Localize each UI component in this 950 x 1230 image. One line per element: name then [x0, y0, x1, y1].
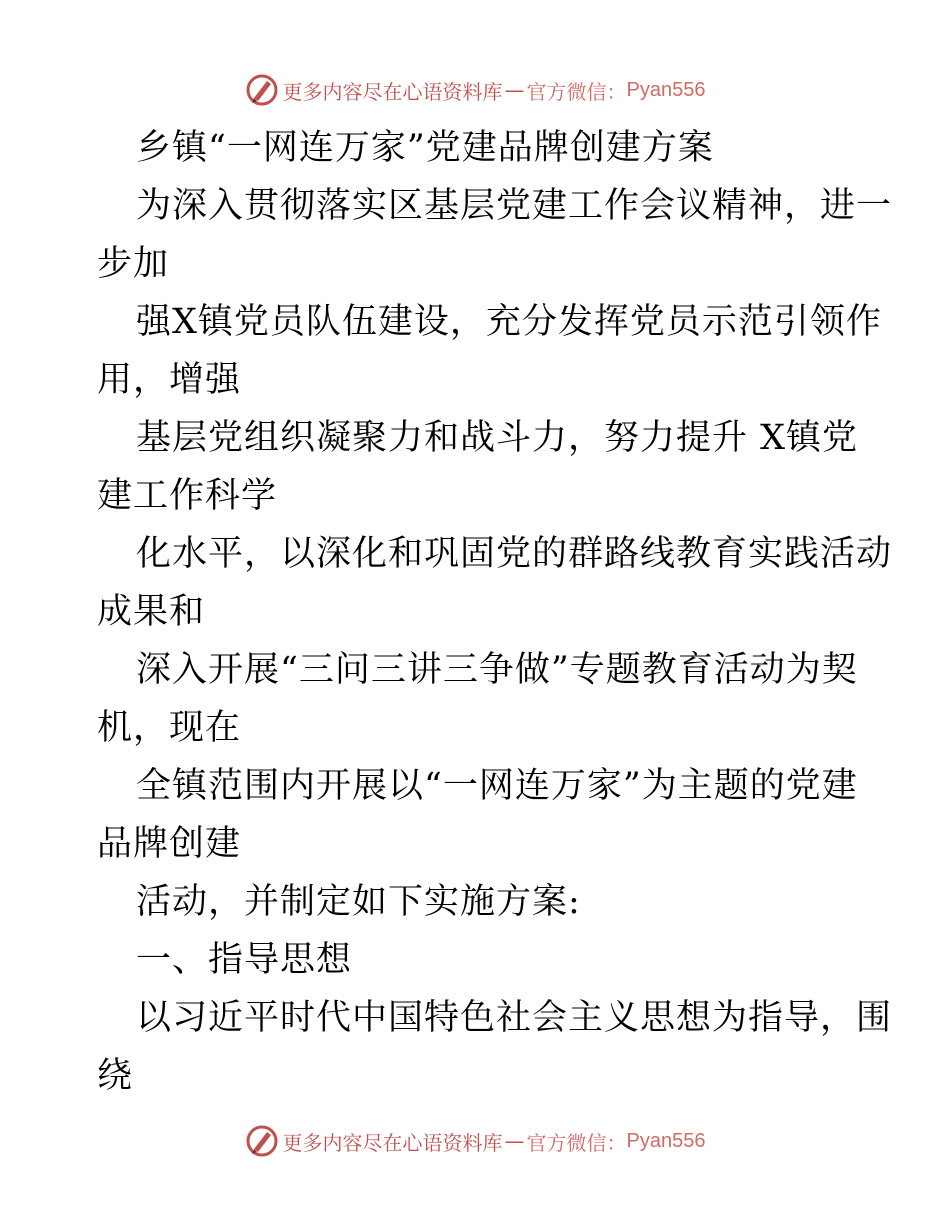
footer-watermark [0, 1121, 950, 1161]
paragraph-line: 用，增强 [97, 360, 242, 400]
paragraph-line: 以习近平时代中国特色社会主义思想为指导，围 [136, 998, 893, 1038]
watermark-dash: — [504, 1129, 525, 1153]
paragraph-line: 全镇范围内开展以“一网连万家”为主题的党建 [136, 766, 858, 806]
paragraph-line: 强X镇党员队伍建设，充分发挥党员示范引领作 [136, 302, 882, 342]
pen-circle-logo-icon [245, 1124, 279, 1158]
watermark-wechat-label: 官方微信： [526, 79, 627, 104]
paragraph-line: 活动，并制定如下实施方案: [136, 882, 581, 922]
watermark-main-text: 更多内容尽在心语资料库 [282, 1130, 503, 1155]
watermark-dash: — [504, 78, 525, 102]
paragraph-line: 化水平，以深化和巩固党的群路线教育实践活动 [136, 534, 893, 574]
paragraph-line: 品牌创建 [97, 824, 242, 864]
paragraph-line: 成果和 [97, 592, 206, 632]
paragraph-line: 建工作科学 [97, 476, 278, 516]
document-title: 乡镇“一网连万家”党建品牌创建方案 [136, 128, 714, 168]
section-heading: 一、指导思想 [136, 940, 353, 980]
paragraph-line: 绕 [97, 1056, 134, 1096]
watermark-main-text: 更多内容尽在心语资料库 [282, 79, 503, 104]
watermark-wechat-id: Pyan556 [626, 78, 706, 101]
paragraph-line: 基层党组织凝聚力和战斗力，努力提升 X镇党 [136, 418, 859, 458]
paragraph-line: 机，现在 [97, 708, 242, 748]
watermark-wechat-label: 官方微信： [526, 1130, 627, 1155]
paragraph-line: 步加 [97, 244, 170, 284]
paragraph-line: 深入开展“三问三讲三争做”专题教育活动为契 [136, 650, 858, 690]
paragraph-line: 为深入贯彻落实区基层党建工作会议精神，进一 [136, 186, 893, 226]
watermark-wechat-id: Pyan556 [626, 1129, 706, 1152]
